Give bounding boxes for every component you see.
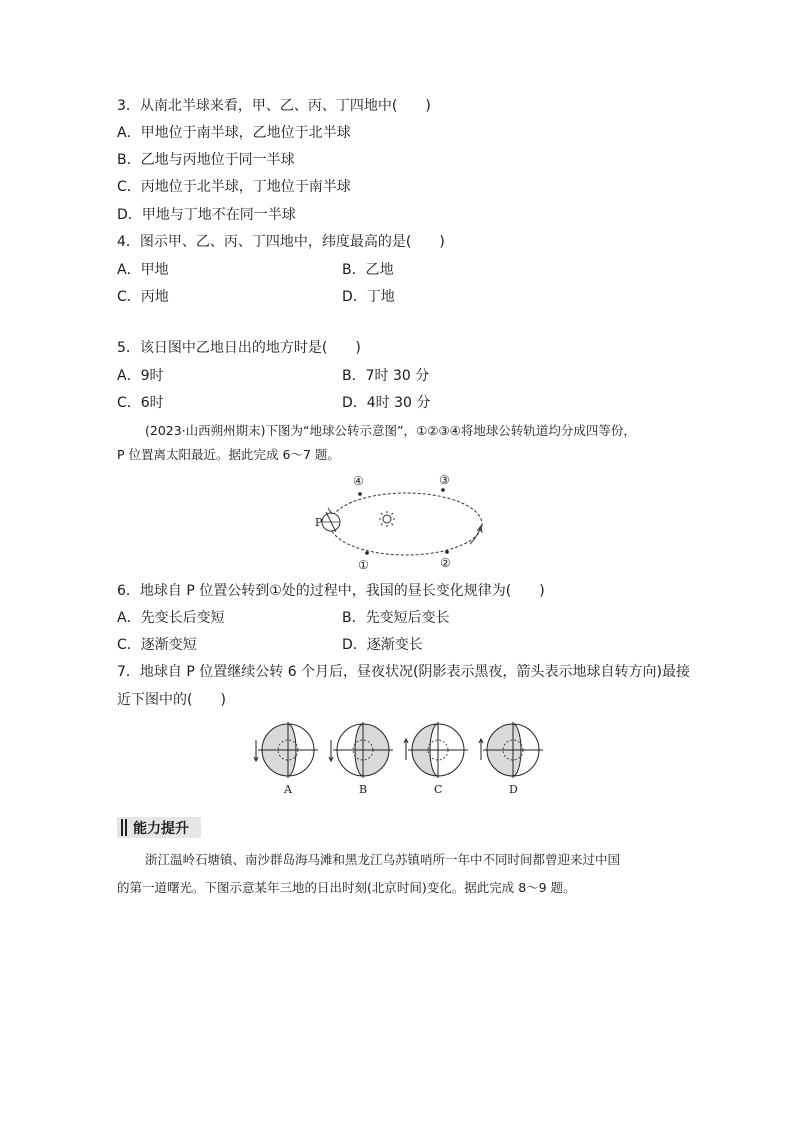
section-bar-icon <box>125 819 127 836</box>
q4-option-a: A．甲地 <box>117 262 169 278</box>
q4-option-d: D．丁地 <box>342 289 395 305</box>
orbit-label-p: P <box>315 516 323 529</box>
q7-stem-line1: 7．地球自 P 位置继续公转 6 个月后，昼夜状况(阴影表示黑夜，箭头表示地球自转方向)最接 <box>117 664 690 680</box>
q5-option-c: C．6时 <box>117 395 164 411</box>
q6-option-d: D．逐渐变长 <box>342 637 423 653</box>
q4-option-b: B．乙地 <box>342 262 394 278</box>
globe-a-icon <box>254 722 318 796</box>
intro-8-9-line1: 浙江温岭石塘镇、南沙群岛海马滩和黑龙江乌苏镇哨所一年中不同时间都曾迎来过中国 <box>145 852 621 867</box>
globe-d-icon <box>479 722 543 796</box>
q6-stem: 6．地球自 P 位置公转到①处的过程中，我国的昼长变化规律为( ) <box>117 583 545 599</box>
intro-8-9-line2: 的第一道曙光。下图示意某年三地的日出时刻(北京时间)变化。据此完成 8～9 题。 <box>117 880 576 895</box>
globe-d-label: D <box>509 783 518 796</box>
section-bar-icon <box>121 819 123 836</box>
orbit-diagram <box>300 468 500 574</box>
intro-6-7-line2: P 位置离太阳最近。据此完成 6～7 题。 <box>117 447 340 462</box>
q3-option-a: A．甲地位于南半球，乙地位于北半球 <box>117 125 351 141</box>
q5-option-d: D．4时 30 分 <box>342 395 431 411</box>
section-title: 能力提升 <box>133 821 189 837</box>
globe-c-icon <box>404 722 468 796</box>
globe-b-label: B <box>359 783 368 796</box>
section-heading <box>117 817 201 838</box>
globe-a-label: A <box>284 783 292 796</box>
q4-stem: 4．图示甲、乙、丙、丁四地中，纬度最高的是( ) <box>117 234 445 250</box>
orbit-label-3: ③ <box>439 473 450 487</box>
q5-stem: 5．该日图中乙地日出的地方时是( ) <box>117 340 361 356</box>
q7-globe-figure <box>250 718 550 800</box>
sun-icon <box>379 511 395 527</box>
q3-option-c: C．丙地位于北半球，丁地位于南半球 <box>117 179 351 195</box>
q6-option-b: B．先变短后变长 <box>342 610 450 626</box>
q6-option-a: A．先变长后变短 <box>117 610 225 626</box>
q5-option-b: B．7时 30 分 <box>342 368 430 384</box>
intro-6-7-line1: (2023·山西朔州期末)下图为“地球公转示意图”，①②③④将地球公转轨道均分成四等份， <box>145 423 636 438</box>
q7-stem-line2: 近下图中的( ) <box>117 692 226 708</box>
orbit-label-1: ① <box>358 558 369 572</box>
earth-at-p-icon <box>322 508 340 532</box>
q3-option-b: B．乙地与丙地位于同一半球 <box>117 152 295 168</box>
q3-option-d: D．甲地与丁地不在同一半球 <box>117 207 296 223</box>
globe-c-label: C <box>434 783 443 796</box>
orbit-ellipse <box>330 493 482 555</box>
q5-option-a: A．9时 <box>117 368 164 384</box>
orbit-label-2: ② <box>440 556 451 570</box>
q3-stem: 3．从南北半球来看，甲、乙、丙、丁四地中( ) <box>117 98 431 114</box>
q6-option-c: C．逐渐变短 <box>117 637 197 653</box>
q4-option-c: C．丙地 <box>117 289 169 305</box>
orbit-label-4: ④ <box>353 474 364 488</box>
globe-b-icon <box>329 722 393 796</box>
